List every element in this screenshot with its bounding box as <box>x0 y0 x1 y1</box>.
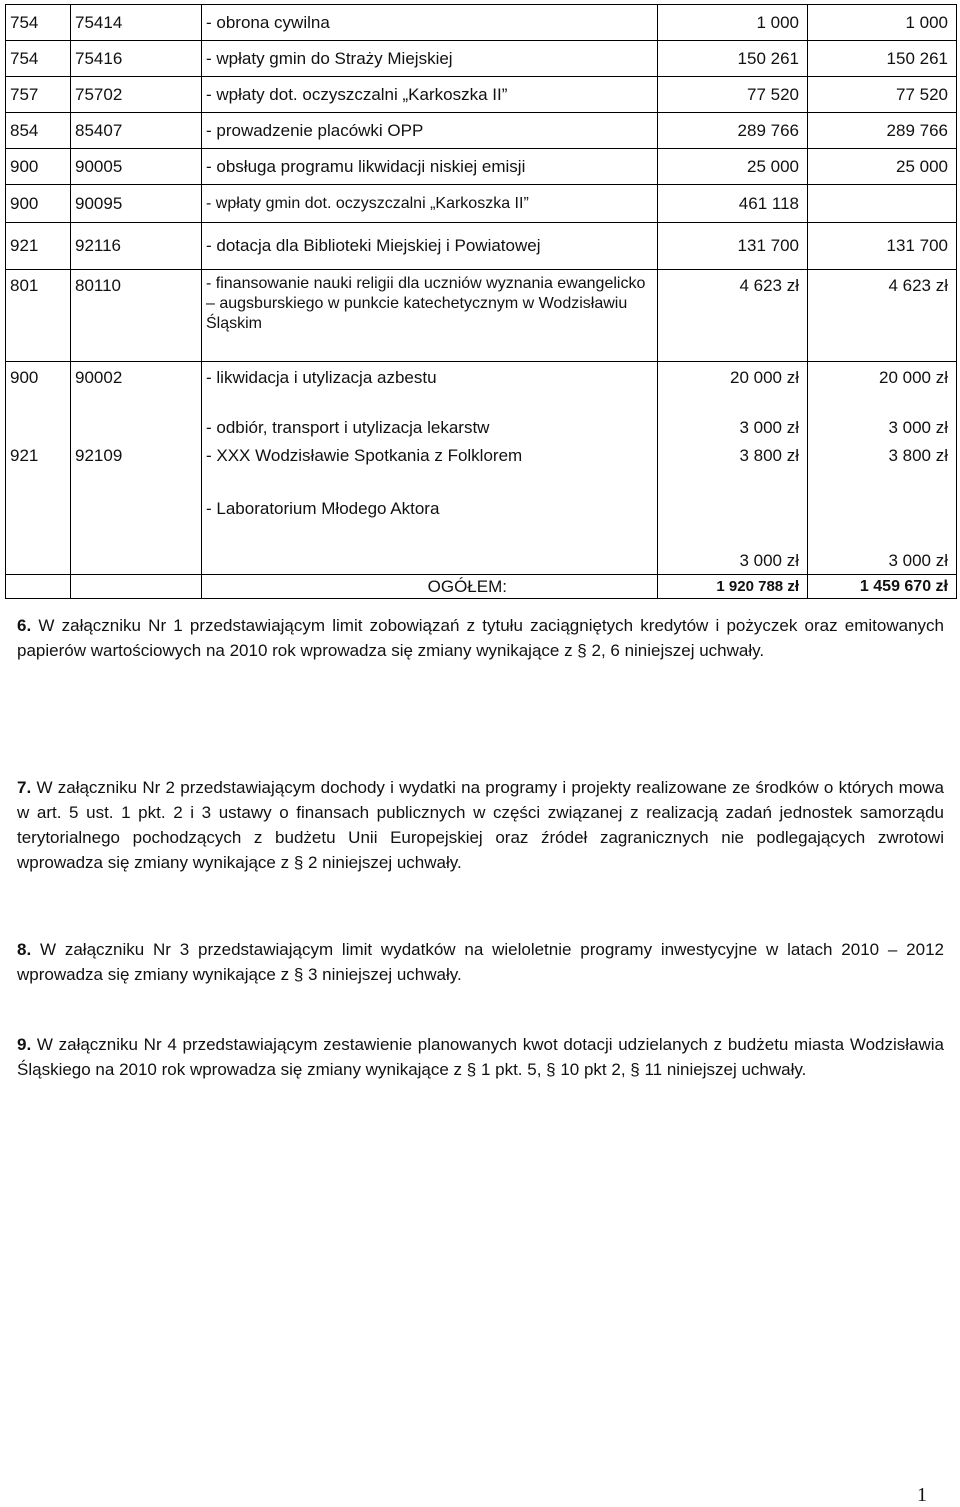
dzial-cell: 854 <box>6 113 71 149</box>
kwota1-d: 3 000 zł <box>739 551 799 570</box>
kwota1-cell: 131 700 <box>658 223 808 270</box>
rozdzial-cell: 90095 <box>71 185 202 223</box>
page-number: 1 <box>917 1484 927 1506</box>
kwota2-block-cell <box>808 362 957 575</box>
total-row <box>6 575 957 599</box>
dzial-c: 921 <box>10 446 39 465</box>
total-label: OGÓŁEM: <box>202 575 658 599</box>
table-row <box>6 113 957 149</box>
kwota2-b: 3 000 zł <box>888 418 948 437</box>
paragraph-number: 7. <box>17 778 32 797</box>
paragraph-9 <box>17 1032 944 1082</box>
empty-cell <box>6 575 71 599</box>
opis-cell: - wpłaty dot. oczyszczalni „Karkoszka II” <box>202 77 658 113</box>
paragraph-text: W załączniku Nr 3 przedstawiającym limit wydatków na wieloletnie programy inwestycyjne w latach 2010 – 2012 wprowadza się zmiany wynikające z § 3 niniejszej uchwały. <box>17 940 944 984</box>
kwota2-cell: 131 700 <box>808 223 957 270</box>
dzial-block-cell <box>6 362 71 575</box>
kwota2-cell: 1 000 <box>808 5 957 41</box>
opis-b: - odbiór, transport i utylizacja lekarstw <box>206 418 490 437</box>
opis-cell: - wpłaty gmin do Straży Miejskiej <box>202 41 658 77</box>
dzial-cell: 900 <box>6 185 71 223</box>
kwota1-cell: 461 118 <box>658 185 808 223</box>
kwota1-cell: 1 000 <box>658 5 808 41</box>
rozdzial-cell: 90005 <box>71 149 202 185</box>
budget-table <box>5 4 957 599</box>
dzial-cell: 757 <box>6 77 71 113</box>
kwota1-cell: 150 261 <box>658 41 808 77</box>
opis-c: - XXX Wodzisławie Spotkania z Folklorem <box>206 446 523 465</box>
total-kwota1: 1 920 788 zł <box>658 575 808 599</box>
dzial-cell: 754 <box>6 5 71 41</box>
paragraph-number: 8. <box>17 940 32 959</box>
rozdzial-cell: 80110 <box>71 270 202 362</box>
rozdzial-cell: 75416 <box>71 41 202 77</box>
kwota2-cell: 150 261 <box>808 41 957 77</box>
paragraph-text: W załączniku Nr 4 przedstawiającym zestawienie planowanych kwot dotacji udzielanych z budżetu miasta Wodzisławia Śląskiego na 2010 rok wprowadza się zmiany wynikające z § 1 pkt. 5, § 10 pkt 2, § 11 niniejszej uchwały. <box>17 1035 944 1079</box>
kwota1-cell: 77 520 <box>658 77 808 113</box>
opis-block-cell <box>202 362 658 575</box>
kwota1-cell: 4 623 zł <box>658 270 808 362</box>
dzial-a: 900 <box>10 368 39 387</box>
table-row <box>6 223 957 270</box>
rozdzial-c: 92109 <box>75 446 123 465</box>
table-row <box>6 185 957 223</box>
paragraph-number: 9. <box>17 1035 32 1054</box>
table-row <box>6 362 957 575</box>
opis-a: - likwidacja i utylizacja azbestu <box>206 368 437 387</box>
rozdzial-cell: 75702 <box>71 77 202 113</box>
table-row <box>6 270 957 362</box>
kwota1-b: 3 000 zł <box>739 418 799 437</box>
rozdzial-block-cell <box>71 362 202 575</box>
kwota2-cell <box>808 185 957 223</box>
dzial-cell: 921 <box>6 223 71 270</box>
kwota1-a: 20 000 zł <box>730 368 799 387</box>
rozdzial-cell: 85407 <box>71 113 202 149</box>
dzial-cell: 900 <box>6 149 71 185</box>
kwota2-cell: 4 623 zł <box>808 270 957 362</box>
empty-cell <box>71 575 202 599</box>
opis-cell: - prowadzenie placówki OPP <box>202 113 658 149</box>
dzial-cell: 754 <box>6 41 71 77</box>
kwota1-cell: 25 000 <box>658 149 808 185</box>
paragraph-8 <box>17 937 944 987</box>
kwota2-cell: 289 766 <box>808 113 957 149</box>
dzial-cell: 801 <box>6 270 71 362</box>
kwota2-d: 3 000 zł <box>888 551 948 570</box>
kwota2-a: 20 000 zł <box>879 368 948 387</box>
table-row <box>6 149 957 185</box>
paragraph-number: 6. <box>17 616 32 635</box>
paragraph-text: W załączniku Nr 2 przedstawiającym dochody i wydatki na programy i projekty realizowane ze środków o których mowa w art. 5 ust. 1 pkt. 2 i 3 ustawy o finansach publicznych w części związanej z realizacją zadań jednostek samorządu terytorialnego pochodzących z budżetu Unii Europejskiej oraz źródeł zagranicznych nie podlegających zwrotowi wprowadza się zmiany wynikające z § 2 niniejszej uchwały. <box>17 778 944 872</box>
table-row <box>6 77 957 113</box>
kwota2-cell: 25 000 <box>808 149 957 185</box>
opis-d: - Laboratorium Młodego Aktora <box>206 499 440 518</box>
rozdzial-cell: 92116 <box>71 223 202 270</box>
opis-cell: - wpłaty gmin dot. oczyszczalni „Karkoszka II” <box>202 185 658 223</box>
kwota2-c: 3 800 zł <box>888 446 948 465</box>
kwota1-cell: 289 766 <box>658 113 808 149</box>
kwota1-c: 3 800 zł <box>739 446 799 465</box>
opis-cell: - finansowanie nauki religii dla uczniów wyznania ewangelicko – augsburskiego w punkcie katechetycznym w Wodzisławiu Śląskim <box>202 270 658 362</box>
table-row <box>6 41 957 77</box>
paragraph-7 <box>17 775 944 875</box>
paragraph-6 <box>17 613 944 663</box>
rozdzial-a: 90002 <box>75 368 123 387</box>
rozdzial-cell: 75414 <box>71 5 202 41</box>
opis-cell: - obrona cywilna <box>202 5 658 41</box>
paragraph-text: W załączniku Nr 1 przedstawiającym limit zobowiązań z tytułu zaciągniętych kredytów i pożyczek oraz emitowanych papierów wartościowych na 2010 rok wprowadza się zmiany wynikające z § 2, 6 niniejszej uchwały. <box>17 616 944 660</box>
opis-cell: - obsługa programu likwidacji niskiej emisji <box>202 149 658 185</box>
kwota1-block-cell <box>658 362 808 575</box>
opis-cell: - dotacja dla Biblioteki Miejskiej i Powiatowej <box>202 223 658 270</box>
total-kwota2: 1 459 670 zł <box>808 575 957 599</box>
kwota2-cell: 77 520 <box>808 77 957 113</box>
table-row <box>6 5 957 41</box>
